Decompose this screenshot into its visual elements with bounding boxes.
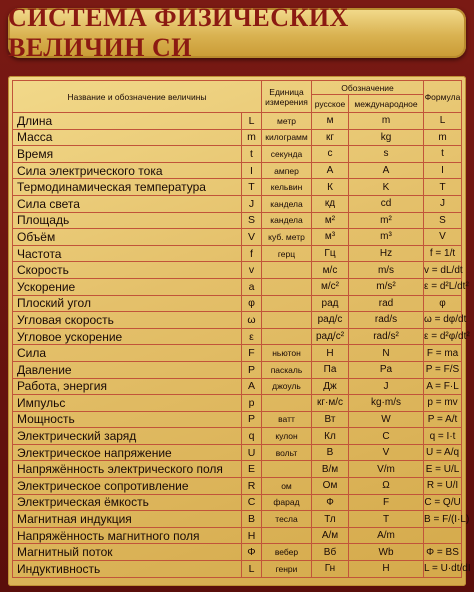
quantity-symbol: H (242, 527, 262, 544)
russian-designation: Гц (312, 245, 349, 262)
table-row (13, 229, 462, 246)
formula: A = F·L (424, 378, 462, 395)
header-international: международное (349, 95, 424, 113)
russian-designation: м/с (312, 262, 349, 279)
formula: ω = dφ/dt (424, 312, 462, 329)
international-designation: K (349, 179, 424, 196)
quantity-symbol: I (242, 162, 262, 179)
international-designation: m (349, 113, 424, 130)
table-row (13, 361, 462, 378)
russian-designation: Гн (312, 561, 349, 578)
table-row (13, 428, 462, 445)
quantity-name: Электрическая ёмкость (13, 494, 242, 511)
unit-name (262, 262, 312, 279)
unit-name: кандела (262, 195, 312, 212)
table-row (13, 295, 462, 312)
formula: T (424, 179, 462, 196)
russian-designation: Па (312, 361, 349, 378)
table-row (13, 494, 462, 511)
international-designation: J (349, 378, 424, 395)
table-row (13, 245, 462, 262)
quantity-name: Частота (13, 245, 242, 262)
table-row (13, 511, 462, 528)
international-designation: W (349, 411, 424, 428)
international-designation: T (349, 511, 424, 528)
quantity-name: Сила электрического тока (13, 162, 242, 179)
russian-designation: кг (312, 129, 349, 146)
table-row (13, 278, 462, 295)
table-row (13, 561, 462, 578)
russian-designation: кд (312, 195, 349, 212)
table-row (13, 146, 462, 163)
russian-designation: с (312, 146, 349, 163)
quantity-symbol: P (242, 411, 262, 428)
unit-name: вебер (262, 544, 312, 561)
quantity-name: Объём (13, 229, 242, 246)
unit-name (262, 312, 312, 329)
international-designation: Hz (349, 245, 424, 262)
formula: p = mv (424, 395, 462, 412)
formula: E = U/L (424, 461, 462, 478)
formula: Φ = BS (424, 544, 462, 561)
formula: ε = d²L/dt² (424, 278, 462, 295)
international-designation: Wb (349, 544, 424, 561)
formula: ε = d²φ/dt² (424, 328, 462, 345)
russian-designation: Н (312, 345, 349, 362)
russian-designation: В (312, 444, 349, 461)
formula: B = F/(I·L) (424, 511, 462, 528)
si-table-panel (8, 76, 471, 586)
international-designation: Pa (349, 361, 424, 378)
formula: V (424, 229, 462, 246)
russian-designation: рад/с² (312, 328, 349, 345)
table-row (13, 411, 462, 428)
unit-name: ньютон (262, 345, 312, 362)
quantity-name: Время (13, 146, 242, 163)
unit-name: джоуль (262, 378, 312, 395)
table-row (13, 328, 462, 345)
si-quantities-table (12, 80, 471, 578)
quantity-symbol: a (242, 278, 262, 295)
quantity-name: Импульс (13, 395, 242, 412)
quantity-symbol: L (242, 561, 262, 578)
header-name: Название и обозначение величины (13, 81, 262, 113)
international-designation: cd (349, 195, 424, 212)
unit-name: ом (262, 478, 312, 495)
international-designation: A (349, 162, 424, 179)
table-row (13, 129, 462, 146)
quantity-symbol: f (242, 245, 262, 262)
unit-name (262, 328, 312, 345)
table-row (13, 478, 462, 495)
table-row (13, 527, 462, 544)
formula: t (424, 146, 462, 163)
formula: m (424, 129, 462, 146)
unit-name: тесла (262, 511, 312, 528)
international-designation: s (349, 146, 424, 163)
formula: L (424, 113, 462, 130)
unit-name: фарад (262, 494, 312, 511)
quantity-name: Электрическое сопротивление (13, 478, 242, 495)
table-row (13, 312, 462, 329)
international-designation: F (349, 494, 424, 511)
russian-designation: м³ (312, 229, 349, 246)
header-designation: Обозначение (312, 81, 424, 95)
quantity-name: Сила света (13, 195, 242, 212)
russian-designation: Ф (312, 494, 349, 511)
formula: P = A/t (424, 411, 462, 428)
russian-designation: Дж (312, 378, 349, 395)
formula: q = I·t (424, 428, 462, 445)
russian-designation: Вб (312, 544, 349, 561)
quantity-symbol: C (242, 494, 262, 511)
russian-designation: А (312, 162, 349, 179)
unit-name (262, 527, 312, 544)
unit-name (262, 461, 312, 478)
unit-name: метр (262, 113, 312, 130)
unit-name: вольт (262, 444, 312, 461)
international-designation: H (349, 561, 424, 578)
quantity-name: Работа, энергия (13, 378, 242, 395)
table-row (13, 378, 462, 395)
russian-designation: м/с² (312, 278, 349, 295)
unit-name (262, 295, 312, 312)
quantity-symbol: P (242, 361, 262, 378)
international-designation: m/s² (349, 278, 424, 295)
russian-designation: К (312, 179, 349, 196)
header-russian: русское (312, 95, 349, 113)
formula: U = A/q (424, 444, 462, 461)
table-row (13, 162, 462, 179)
russian-designation: рад/с (312, 312, 349, 329)
quantity-name: Мощность (13, 411, 242, 428)
quantity-name: Термодинамическая температура (13, 179, 242, 196)
header-unit: Единица измерения (262, 81, 312, 113)
unit-name: кельвин (262, 179, 312, 196)
table-row (13, 195, 462, 212)
formula: S (424, 212, 462, 229)
quantity-name: Площадь (13, 212, 242, 229)
international-designation: m/s (349, 262, 424, 279)
unit-name: куб. метр (262, 229, 312, 246)
quantity-symbol: L (242, 113, 262, 130)
formula (424, 527, 462, 544)
unit-name: кандела (262, 212, 312, 229)
quantity-name: Плоский угол (13, 295, 242, 312)
quantity-name: Скорость (13, 262, 242, 279)
title-banner (8, 3, 466, 62)
unit-name (262, 278, 312, 295)
international-designation: A/m (349, 527, 424, 544)
formula: f = 1/t (424, 245, 462, 262)
international-designation: N (349, 345, 424, 362)
formula: φ (424, 295, 462, 312)
russian-designation: Вт (312, 411, 349, 428)
russian-designation: рад (312, 295, 349, 312)
quantity-name: Масса (13, 129, 242, 146)
table-row (13, 444, 462, 461)
table-row (13, 113, 462, 130)
quantity-symbol: V (242, 229, 262, 246)
table-body (13, 113, 471, 578)
quantity-symbol: B (242, 511, 262, 528)
quantity-symbol: φ (242, 295, 262, 312)
header-formula: Формула (424, 81, 462, 113)
quantity-name: Магнитный поток (13, 544, 242, 561)
international-designation: kg·m/s (349, 395, 424, 412)
table-header (13, 81, 462, 113)
quantity-symbol: v (242, 262, 262, 279)
quantity-symbol: m (242, 129, 262, 146)
quantity-symbol: t (242, 146, 262, 163)
quantity-name: Напряжённость электрического поля (13, 461, 242, 478)
unit-name: ампер (262, 162, 312, 179)
international-designation: kg (349, 129, 424, 146)
formula: C = Q/U (424, 494, 462, 511)
international-designation: m³ (349, 229, 424, 246)
quantity-symbol: T (242, 179, 262, 196)
international-designation: rad (349, 295, 424, 312)
russian-designation: кг·м/с (312, 395, 349, 412)
page-title: СИСТЕМА ФИЗИЧЕСКИХ ВЕЛИЧИН СИ (8, 3, 349, 62)
quantity-symbol: R (242, 478, 262, 495)
international-designation: m² (349, 212, 424, 229)
quantity-symbol: ω (242, 312, 262, 329)
quantity-name: Угловая скорость (13, 312, 242, 329)
quantity-name: Напряжённость магнитного поля (13, 527, 242, 544)
russian-designation: Кл (312, 428, 349, 445)
quantity-name: Давление (13, 361, 242, 378)
unit-name (262, 395, 312, 412)
russian-designation: м (312, 113, 349, 130)
quantity-symbol: q (242, 428, 262, 445)
quantity-name: Магнитная индукция (13, 511, 242, 528)
table-row (13, 262, 462, 279)
formula: R = U/I (424, 478, 462, 495)
quantity-symbol: F (242, 345, 262, 362)
table-row (13, 179, 462, 196)
formula: J (424, 195, 462, 212)
quantity-symbol: J (242, 195, 262, 212)
international-designation: Ω (349, 478, 424, 495)
russian-designation: А/м (312, 527, 349, 544)
quantity-name: Электрическое напряжение (13, 444, 242, 461)
unit-name: генри (262, 561, 312, 578)
quantity-name: Сила (13, 345, 242, 362)
table-row (13, 345, 462, 362)
unit-name: герц (262, 245, 312, 262)
table-row (13, 461, 462, 478)
international-designation: C (349, 428, 424, 445)
table-row (13, 212, 462, 229)
international-designation: V/m (349, 461, 424, 478)
quantity-name: Ускорение (13, 278, 242, 295)
quantity-symbol: S (242, 212, 262, 229)
quantity-symbol: A (242, 378, 262, 395)
russian-designation: В/м (312, 461, 349, 478)
table-row (13, 544, 462, 561)
quantity-name: Электрический заряд (13, 428, 242, 445)
unit-name: кулон (262, 428, 312, 445)
russian-designation: м² (312, 212, 349, 229)
russian-designation: Тл (312, 511, 349, 528)
quantity-symbol: Φ (242, 544, 262, 561)
international-designation: V (349, 444, 424, 461)
table-row (13, 395, 462, 412)
formula: P = F/S (424, 361, 462, 378)
formula: v = dL/dt (424, 262, 462, 279)
unit-name: секунда (262, 146, 312, 163)
formula: L = U·dt/dI (424, 561, 462, 578)
formula: I (424, 162, 462, 179)
international-designation: rad/s (349, 312, 424, 329)
quantity-symbol: ε (242, 328, 262, 345)
unit-name: ватт (262, 411, 312, 428)
quantity-symbol: p (242, 395, 262, 412)
quantity-symbol: U (242, 444, 262, 461)
unit-name: паскаль (262, 361, 312, 378)
quantity-symbol: E (242, 461, 262, 478)
russian-designation: Ом (312, 478, 349, 495)
unit-name: килограмм (262, 129, 312, 146)
quantity-name: Индуктивность (13, 561, 242, 578)
quantity-name: Угловое ускорение (13, 328, 242, 345)
quantity-name: Длина (13, 113, 242, 130)
formula: F = ma (424, 345, 462, 362)
international-designation: rad/s² (349, 328, 424, 345)
